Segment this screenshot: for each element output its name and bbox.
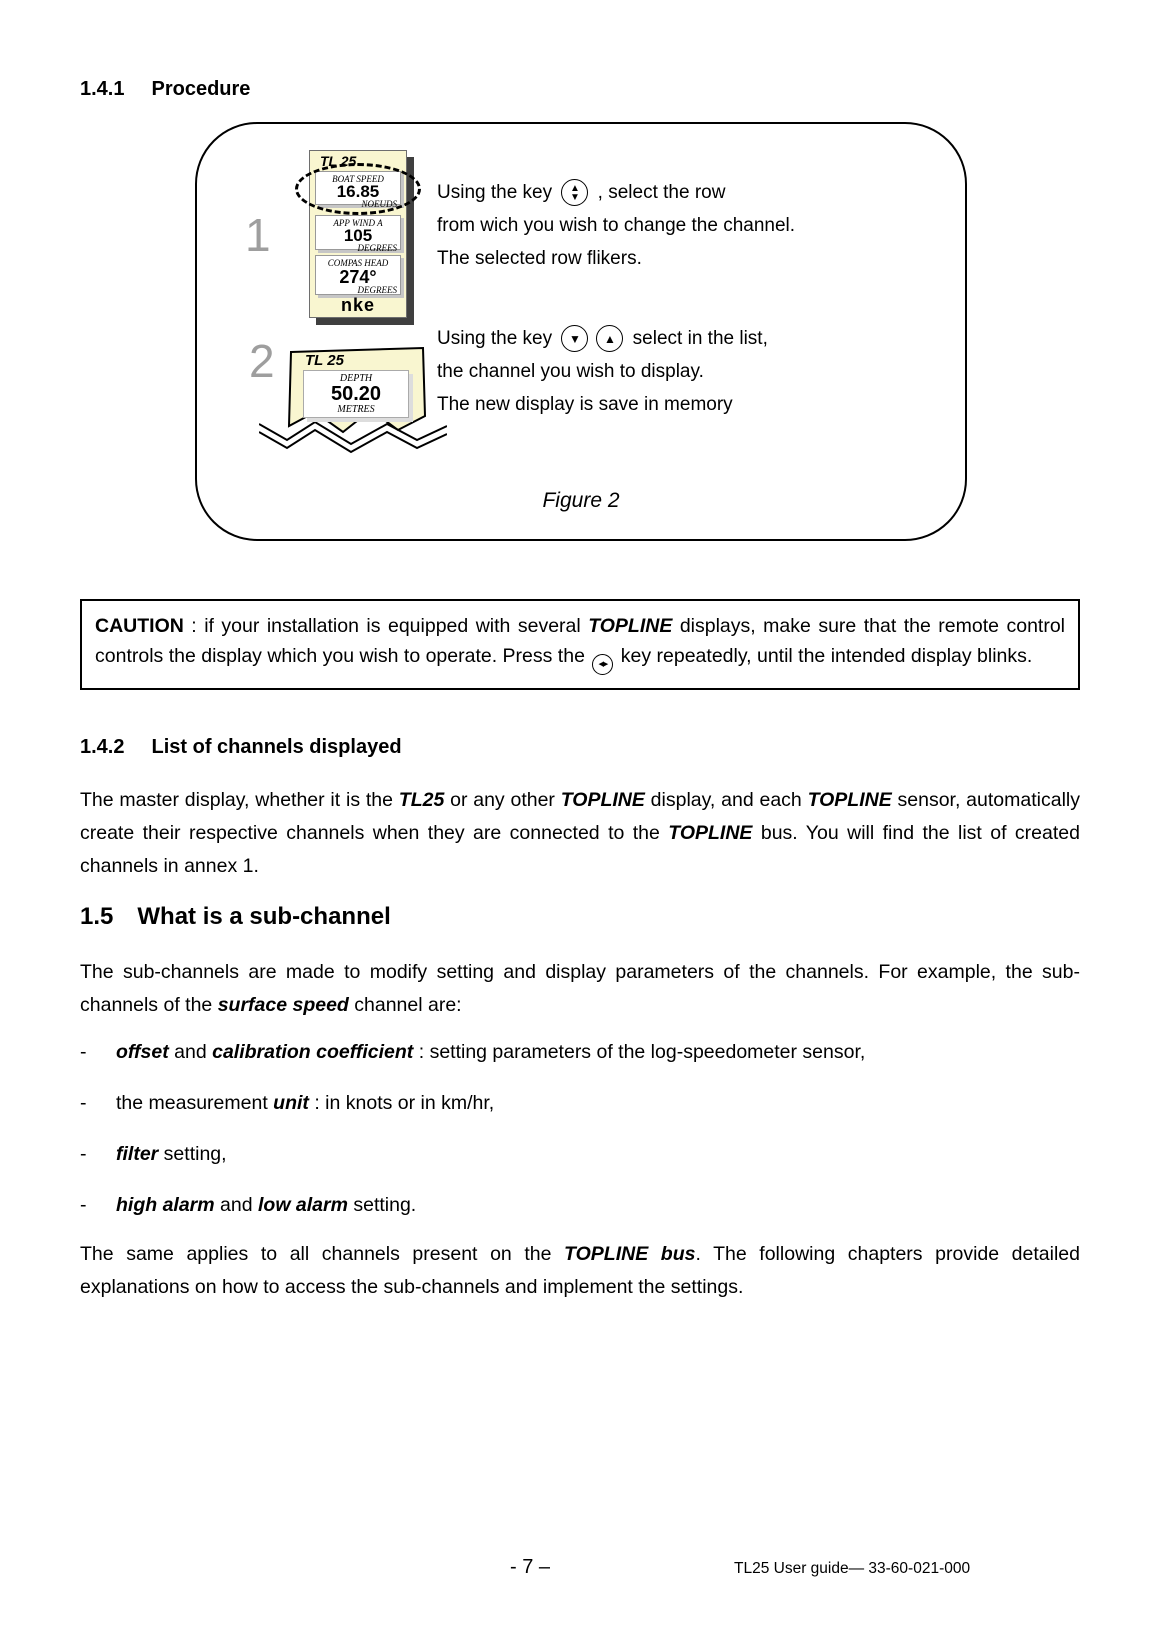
bullet-text: the measurement unit : in knots or in km/hr, (116, 1092, 495, 1114)
section-heading-1-5 (80, 903, 391, 931)
instruction-line: The new display is save in memory (437, 393, 733, 415)
instruction-line: Using the key ▼ ▲ select in the list, (437, 322, 768, 355)
figure-caption: Figure 2 (542, 489, 620, 512)
instruction-line: the channel you wish to display. (437, 360, 704, 382)
section-title: Procedure (151, 78, 251, 100)
key-down-icon: ▼ (561, 325, 588, 352)
channel-label: COMPAS HEAD (327, 258, 389, 268)
bullet-item (80, 1138, 1080, 1171)
section-number: 1.4.2 (80, 736, 125, 758)
step-1-instructions (437, 176, 795, 275)
instruction-line: The selected row flikers. (437, 247, 642, 269)
channel-label: BOAT SPEED (332, 174, 384, 184)
instruction-line: Using the key ▲ ▼ , select the row (437, 176, 795, 209)
footer-page-number: - 7 – (510, 1556, 551, 1578)
channel-unit: METRES (337, 404, 375, 415)
section-title: List of channels displayed (151, 736, 402, 758)
section-number: 1.4.1 (80, 78, 125, 100)
channel-value: 105 (343, 226, 373, 245)
key-leftright-icon: ◀ ▶ (592, 654, 613, 675)
bullet-list (80, 1036, 1080, 1240)
brand-label: nke (340, 295, 376, 315)
channel-label: DEPTH (339, 373, 373, 384)
paragraph-closing: The same applies to all channels present on the TOPLINE bus. The following chapters provide detailed explanations on how to access the sub-channels and implement the settings. (80, 1243, 1080, 1298)
tl25-display-2 (259, 344, 447, 458)
channel-value: 50.20 (330, 383, 382, 405)
bullet-marker: - (80, 1143, 87, 1165)
section-heading-1-4-2 (80, 736, 402, 759)
caution-box (80, 599, 1080, 690)
bullet-text: filter setting, (116, 1143, 227, 1165)
footer-doc-ref: TL25 User guide— 33-60-021-000 (734, 1560, 971, 1577)
display-row-compas-head (315, 255, 401, 295)
paragraph-channels: The master display, whether it is the TL25 or any other TOPLINE display, and each TOPLINE sensor, automatically create their respective channels when they are connected to the TOPLINE bus. You will find the list of created channels in annex 1. (80, 789, 1080, 877)
bullet-marker: - (80, 1194, 87, 1216)
bullet-item (80, 1189, 1080, 1222)
channel-unit: NOEUDS (361, 199, 397, 209)
section-number: 1.5 (80, 903, 114, 930)
step-1-number: 1 (245, 209, 271, 261)
display-title: TL 25 (320, 153, 357, 169)
key-updown-icon: ▲ ▼ (561, 179, 588, 206)
channel-label: APP WIND A (333, 218, 383, 228)
selected-row-ellipse (295, 163, 421, 215)
bullet-text: offset and calibration coefficient : setting parameters of the log-speedometer sensor, (116, 1041, 866, 1063)
bullet-marker: - (80, 1041, 87, 1063)
instruction-line: from wich you wish to change the channel. (437, 214, 796, 236)
step-2-number: 2 (249, 335, 275, 387)
paragraph-subchannels: The sub-channels are made to modify setting and display parameters of the channels. For example, the sub-channels of the surface speed channel are: (80, 961, 1080, 1016)
section-heading-1-4-1 (80, 78, 250, 101)
bullet-item (80, 1087, 1080, 1120)
display-title: TL 25 (305, 352, 344, 369)
bullet-item (80, 1036, 1080, 1069)
bullet-text: high alarm and low alarm setting. (116, 1194, 417, 1216)
step-2-instructions (437, 322, 768, 421)
display-row-depth (303, 370, 409, 418)
channel-value: 274° (339, 267, 377, 287)
display-row-app-wind (315, 215, 401, 253)
section-title: What is a sub-channel (137, 903, 391, 930)
figure-2-box (195, 122, 967, 541)
channel-unit: DEGREES (357, 243, 397, 253)
channel-unit: DEGREES (357, 285, 397, 295)
tl25-display-1 (309, 150, 407, 318)
caution-text: CAUTION : if your installation is equipped with several TOPLINE displays, make sure that the remote control controls the display which you wish to operate. Press the ◀ ▶ key repeatedly, until the intended display blinks. (95, 611, 1065, 675)
key-up-icon: ▲ (596, 325, 623, 352)
bullet-marker: - (80, 1092, 87, 1114)
channel-value: 16.85 (336, 182, 380, 201)
